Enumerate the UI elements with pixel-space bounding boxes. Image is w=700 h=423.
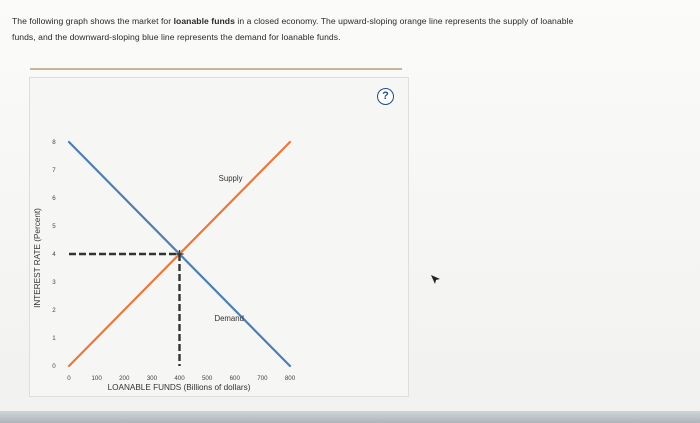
x-axis-label: LOANABLE FUNDS (Billions of dollars): [107, 383, 251, 392]
y-tick-label: 7: [52, 167, 56, 174]
x-tick-label: 300: [146, 375, 158, 382]
y-tick-label: 8: [52, 139, 56, 146]
x-tick-label: 400: [174, 375, 185, 382]
x-tick-label: 700: [257, 375, 268, 382]
x-tick-label: 500: [201, 375, 213, 382]
x-tick-label: 100: [91, 375, 102, 382]
cursor-arrow-icon: [430, 274, 442, 286]
help-button[interactable]: [377, 88, 394, 105]
question-line1-prefix: The following graph shows the market for: [12, 16, 174, 26]
y-tick-label: 4: [52, 251, 56, 258]
y-tick-label: 3: [52, 279, 56, 286]
y-tick-label: 5: [52, 223, 56, 230]
x-tick-label: 0: [67, 375, 71, 382]
y-tick-label: 2: [52, 307, 56, 314]
question-line2: funds, and the downward-sloping blue line represents the demand for loanable funds.: [12, 32, 341, 42]
question-bold-term: loanable funds: [173, 16, 235, 26]
demand-label: Demand: [214, 314, 244, 324]
y-axis-label: INTEREST RATE (Percent): [33, 208, 42, 308]
bottom-toolbar-strip: [0, 411, 700, 423]
x-tick-label: 800: [284, 375, 296, 382]
y-tick-label: 6: [52, 195, 56, 202]
y-tick-label: 1: [52, 335, 56, 342]
y-tick-label: 0: [52, 363, 56, 370]
x-tick-label: 200: [119, 375, 130, 382]
supply-label: Supply: [218, 174, 243, 184]
question-line1-suffix: in a closed economy. The upward-sloping orange line represents the supply of loanable: [234, 16, 574, 26]
help-button-label: ?: [382, 90, 389, 102]
x-tick-label: 600: [229, 375, 240, 382]
